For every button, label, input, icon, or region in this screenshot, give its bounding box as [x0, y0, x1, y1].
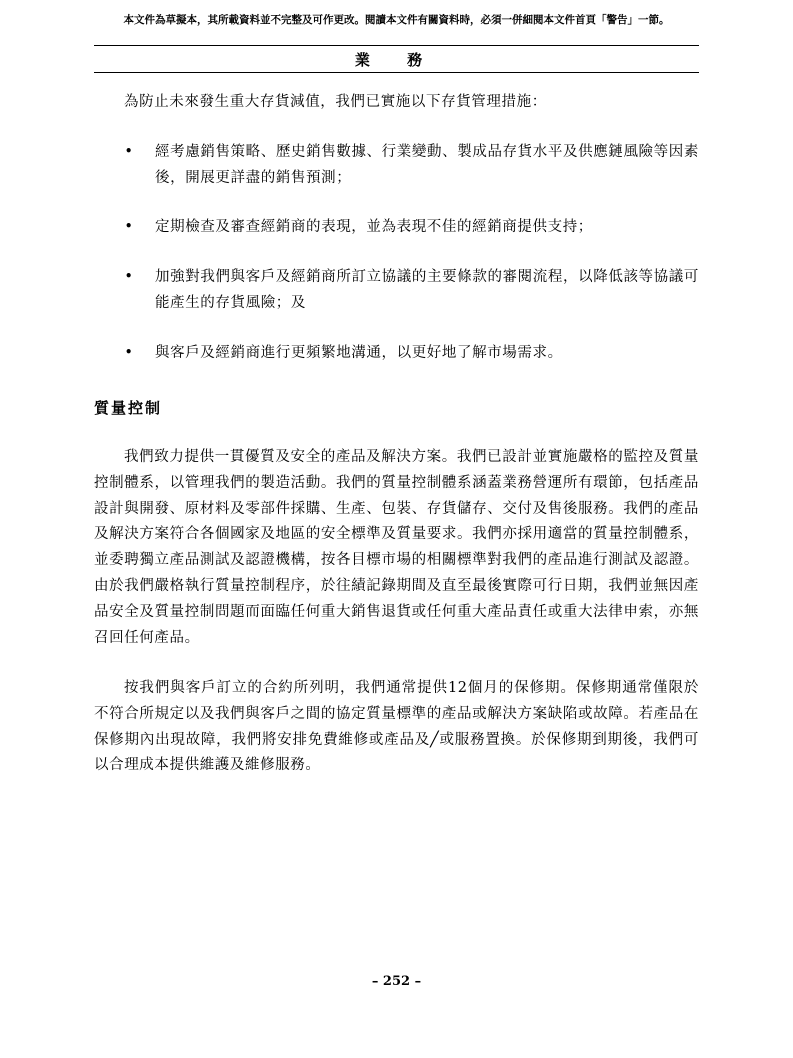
bullet-icon: • [124, 144, 134, 160]
list-item [94, 341, 699, 367]
list-item [94, 265, 699, 317]
title-rule [94, 72, 699, 73]
bullet-text: 定期檢查及審查經銷商的表現，並為表現不佳的經銷商提供支持； [155, 219, 593, 235]
quality-paragraph-2: 按我們與客戶訂立的合約所列明，我們通常提供12個月的保修期。保修期通常僅限於不符合所規定以及我們與客戶之間的協定質量標準的產品或解決方案缺陷或故障。若產品在保修期內出現故障，我們將安排免費維修或產品及╱或服務置換。於保修期到期後，我們可以合理成本提供維護及維修服務。 [94, 680, 699, 774]
draft-disclaimer: 本文件為草擬本，其所載資料並不完整及可作更改。閱讀本文件有關資料時，必須一併細閱本文件首頁「警告」一節。 [123, 14, 670, 26]
list-item [94, 215, 699, 241]
bullet-icon: • [124, 219, 134, 235]
bullet-icon: • [124, 269, 134, 285]
bullet-text: 經考慮銷售策略、歷史銷售數據、行業變動、製成品存貨水平及供應鏈風險等因素後，開展更詳盡的銷售預測； [155, 144, 699, 186]
header-rule [94, 45, 699, 46]
bullet-text: 加強對我們與客戶及經銷商所訂立協議的主要條款的審閱流程，以降低該等協議可能產生的存貨風險；及 [155, 269, 699, 311]
list-item [94, 140, 699, 192]
bullet-icon: • [124, 345, 134, 361]
intro-paragraph: 為防止未來發生重大存貨減值，我們已實施以下存貨管理措施： [124, 94, 547, 110]
page-number: – 252 – [371, 974, 422, 989]
quality-paragraph-1: 我們致力提供一貫優質及安全的產品及解決方案。我們已設計並實施嚴格的監控及質量控制體系，以管理我們的製造活動。我們的質量控制體系涵蓋業務營運所有環節，包括產品設計與開發、原材料及零部件採購、生產、包裝、存貨儲存、交付及售後服務。我們的產品及解決方案符合各個國家及地區的安全標準及質量要求。我們亦採用適當的質量控制體系，並委聘獨立產品測試及認證機構，按各目標市場的相關標準對我們的產品進行測試及認證。由於我們嚴格執行質量控制程序，於往績記錄期間及直至最後實際可行日期，我們並無因產品安全及質量控制問題而面臨任何重大銷售退貨或任何重大產品責任或重大法律申索，亦無召回任何產品。 [94, 449, 699, 646]
section-title: 業 務 [354, 51, 439, 69]
quality-control-heading: 質量控制 [94, 399, 163, 417]
bullet-text: 與客戶及經銷商進行更頻繁地溝通，以更好地了解市場需求。 [155, 345, 563, 361]
